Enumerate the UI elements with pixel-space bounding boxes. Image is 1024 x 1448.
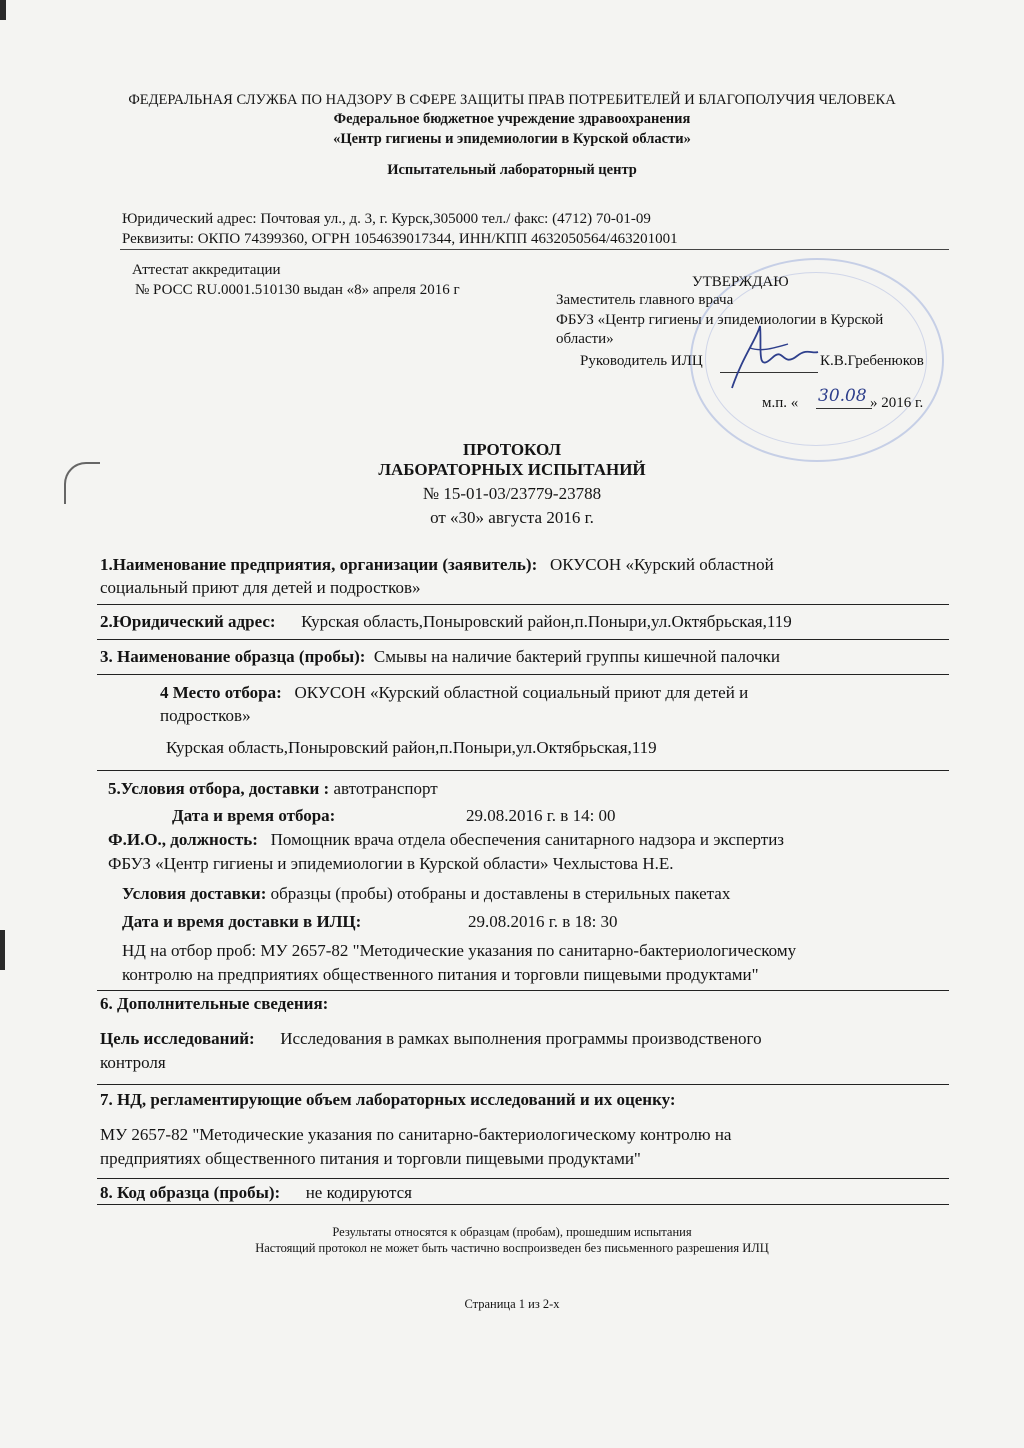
approval-head-name: К.В.Гребенюков bbox=[820, 353, 924, 369]
approval-date-line bbox=[816, 408, 872, 409]
approval-head-label: Руководитель ИЛЦ bbox=[580, 353, 703, 369]
sample-name-label: 3. Наименование образца (пробы): bbox=[100, 647, 366, 666]
sampler-row bbox=[108, 830, 784, 850]
applicant-value-cont: социальный приют для детей и подростков» bbox=[100, 578, 421, 597]
delivery-datetime-label: Дата и время доставки в ИЛЦ: bbox=[122, 912, 362, 931]
purpose-row bbox=[100, 1029, 762, 1049]
delivery-value: образцы (пробы) отобраны и доставлены в стерильных пакетах bbox=[270, 884, 731, 903]
section-divider bbox=[97, 639, 949, 640]
delivery-conditions-label: 5.Условия отбора, доставки : bbox=[108, 779, 330, 798]
sampling-place-value: ОКУСОН «Курский областной социальный приют для детей и bbox=[294, 683, 749, 702]
sampling-nd-line-2: контролю на предприятиях общественного питания и торговли пищевыми продуктами" bbox=[122, 965, 759, 984]
institution-line-1: Федеральное бюджетное учреждение здравоохранения bbox=[333, 111, 691, 127]
delivery-row bbox=[122, 884, 730, 904]
section-divider bbox=[97, 990, 949, 991]
sampling-place-value-cont: подростков» bbox=[160, 706, 251, 725]
lab-center-name: Испытательный лабораторный центр bbox=[387, 162, 637, 178]
approval-organization: ФБУЗ «Центр гигиены и эпидемиологии в Курской bbox=[556, 312, 884, 328]
section-1 bbox=[100, 555, 774, 575]
sampler-value: Помощник врача отдела обеспечения санитарного надзора и экспертиз bbox=[270, 830, 785, 849]
requisites: Реквизиты: ОКПО 74399360, ОГРН 1054639017344, ИНН/КПП 4632050564/463201001 bbox=[122, 231, 678, 247]
sample-code-value: не кодируются bbox=[305, 1183, 412, 1202]
approval-seal-label: м.п. « bbox=[762, 395, 799, 411]
section-divider bbox=[97, 674, 949, 675]
scan-edge-mark bbox=[0, 930, 5, 970]
section-divider bbox=[97, 1084, 949, 1085]
scan-edge-mark bbox=[0, 0, 6, 20]
sampling-nd-line-1: НД на отбор проб: МУ 2657-82 "Методические указания по санитарно-бактериологическому bbox=[122, 941, 797, 960]
footer-note-2: Настоящий протокол не может быть частично воспроизведен без письменного разрешения ИЛЦ bbox=[255, 1241, 769, 1255]
handwritten-signature bbox=[712, 318, 822, 398]
accreditation-number: № РОСС RU.0001.510130 выдан «8» апреля 2016 г bbox=[135, 282, 460, 298]
legal-address: Юридический адрес: Почтовая ул., д. 3, г. Курск,305000 тел./ факс: (4712) 70-01-09 bbox=[122, 211, 651, 227]
applicant-label: 1.Наименование предприятия, организации (заявитель): bbox=[100, 555, 538, 574]
regulatory-docs-line-2: предприятиях общественного питания и торговли пищевыми продуктами" bbox=[100, 1149, 641, 1168]
section-8 bbox=[100, 1183, 412, 1203]
regulatory-docs-line-1: МУ 2657-82 "Методические указания по санитарно-бактериологическому контролю на bbox=[100, 1125, 732, 1144]
section-divider bbox=[97, 604, 949, 605]
protocol-subtitle: ЛАБОРАТОРНЫХ ИСПЫТАНИЙ bbox=[378, 460, 646, 479]
approval-title: УТВЕРЖДАЮ bbox=[692, 274, 789, 290]
sampling-datetime-value: 29.08.2016 г. в 14: 00 bbox=[466, 806, 616, 825]
approval-organization-cont: области» bbox=[556, 331, 614, 347]
page-number: Страница 1 из 2-х bbox=[464, 1297, 560, 1311]
section-3 bbox=[100, 647, 780, 667]
section-2 bbox=[100, 612, 792, 632]
delivery-datetime-value: 29.08.2016 г. в 18: 30 bbox=[468, 912, 618, 931]
header-divider bbox=[120, 249, 949, 250]
purpose-label: Цель исследований: bbox=[100, 1029, 255, 1048]
section-divider bbox=[97, 1204, 949, 1205]
delivery-label: Условия доставки: bbox=[122, 884, 267, 903]
sampling-datetime-label: Дата и время отбора: bbox=[172, 806, 336, 825]
footer-note-1: Результаты относятся к образцам (пробам), прошедшим испытания bbox=[332, 1225, 692, 1239]
applicant-value: ОКУСОН «Курский областной bbox=[549, 555, 774, 574]
purpose-value: Исследования в рамках выполнения программы производственого bbox=[280, 1029, 762, 1048]
protocol-date: от «30» августа 2016 г. bbox=[430, 508, 594, 527]
section-5 bbox=[108, 779, 438, 799]
accreditation-title: Аттестат аккредитации bbox=[132, 262, 281, 278]
protocol-number: № 15-01-03/23779-23788 bbox=[422, 484, 602, 503]
sampler-value-cont: ФБУЗ «Центр гигиены и эпидемиологии в Курской области» Чехлыстова Н.Е. bbox=[108, 854, 674, 873]
institution-line-2: «Центр гигиены и эпидемиологии в Курской области» bbox=[333, 131, 691, 147]
approval-date-handwritten: 30.08 bbox=[818, 386, 867, 406]
additional-info-label: 6. Дополнительные сведения: bbox=[100, 994, 329, 1013]
approval-year: » 2016 г. bbox=[870, 395, 924, 411]
sampling-place-address: Курская область,Поныровский район,п.Поныри,ул.Октябрьская,119 bbox=[166, 738, 657, 757]
approval-position: Заместитель главного врача bbox=[556, 292, 734, 308]
section-4 bbox=[160, 683, 748, 703]
delivery-conditions-value: автотранспорт bbox=[333, 779, 438, 798]
sample-code-label: 8. Код образца (пробы): bbox=[100, 1183, 281, 1202]
legal-address-value: Курская область,Поныровский район,п.Поныри,ул.Октябрьская,119 bbox=[301, 612, 792, 631]
agency-name: ФЕДЕРАЛЬНАЯ СЛУЖБА ПО НАДЗОРУ В СФЕРЕ ЗАЩИТЫ ПРАВ ПОТРЕБИТЕЛЕЙ И БЛАГОПОЛУЧИЯ ЧЕЛОВЕКА bbox=[128, 92, 896, 108]
protocol-title: ПРОТОКОЛ bbox=[462, 440, 561, 459]
purpose-value-cont: контроля bbox=[100, 1053, 166, 1072]
section-divider bbox=[97, 770, 949, 771]
section-divider bbox=[97, 1178, 949, 1179]
sampler-label: Ф.И.О., должность: bbox=[108, 830, 258, 849]
sampling-place-label: 4 Место отбора: bbox=[160, 683, 282, 702]
regulatory-docs-label: 7. НД, регламентирующие объем лабораторных исследований и их оценку: bbox=[100, 1090, 676, 1109]
legal-address-label: 2.Юридический адрес: bbox=[100, 612, 276, 631]
sample-name-value: Смывы на наличие бактерий группы кишечной палочки bbox=[373, 647, 780, 666]
